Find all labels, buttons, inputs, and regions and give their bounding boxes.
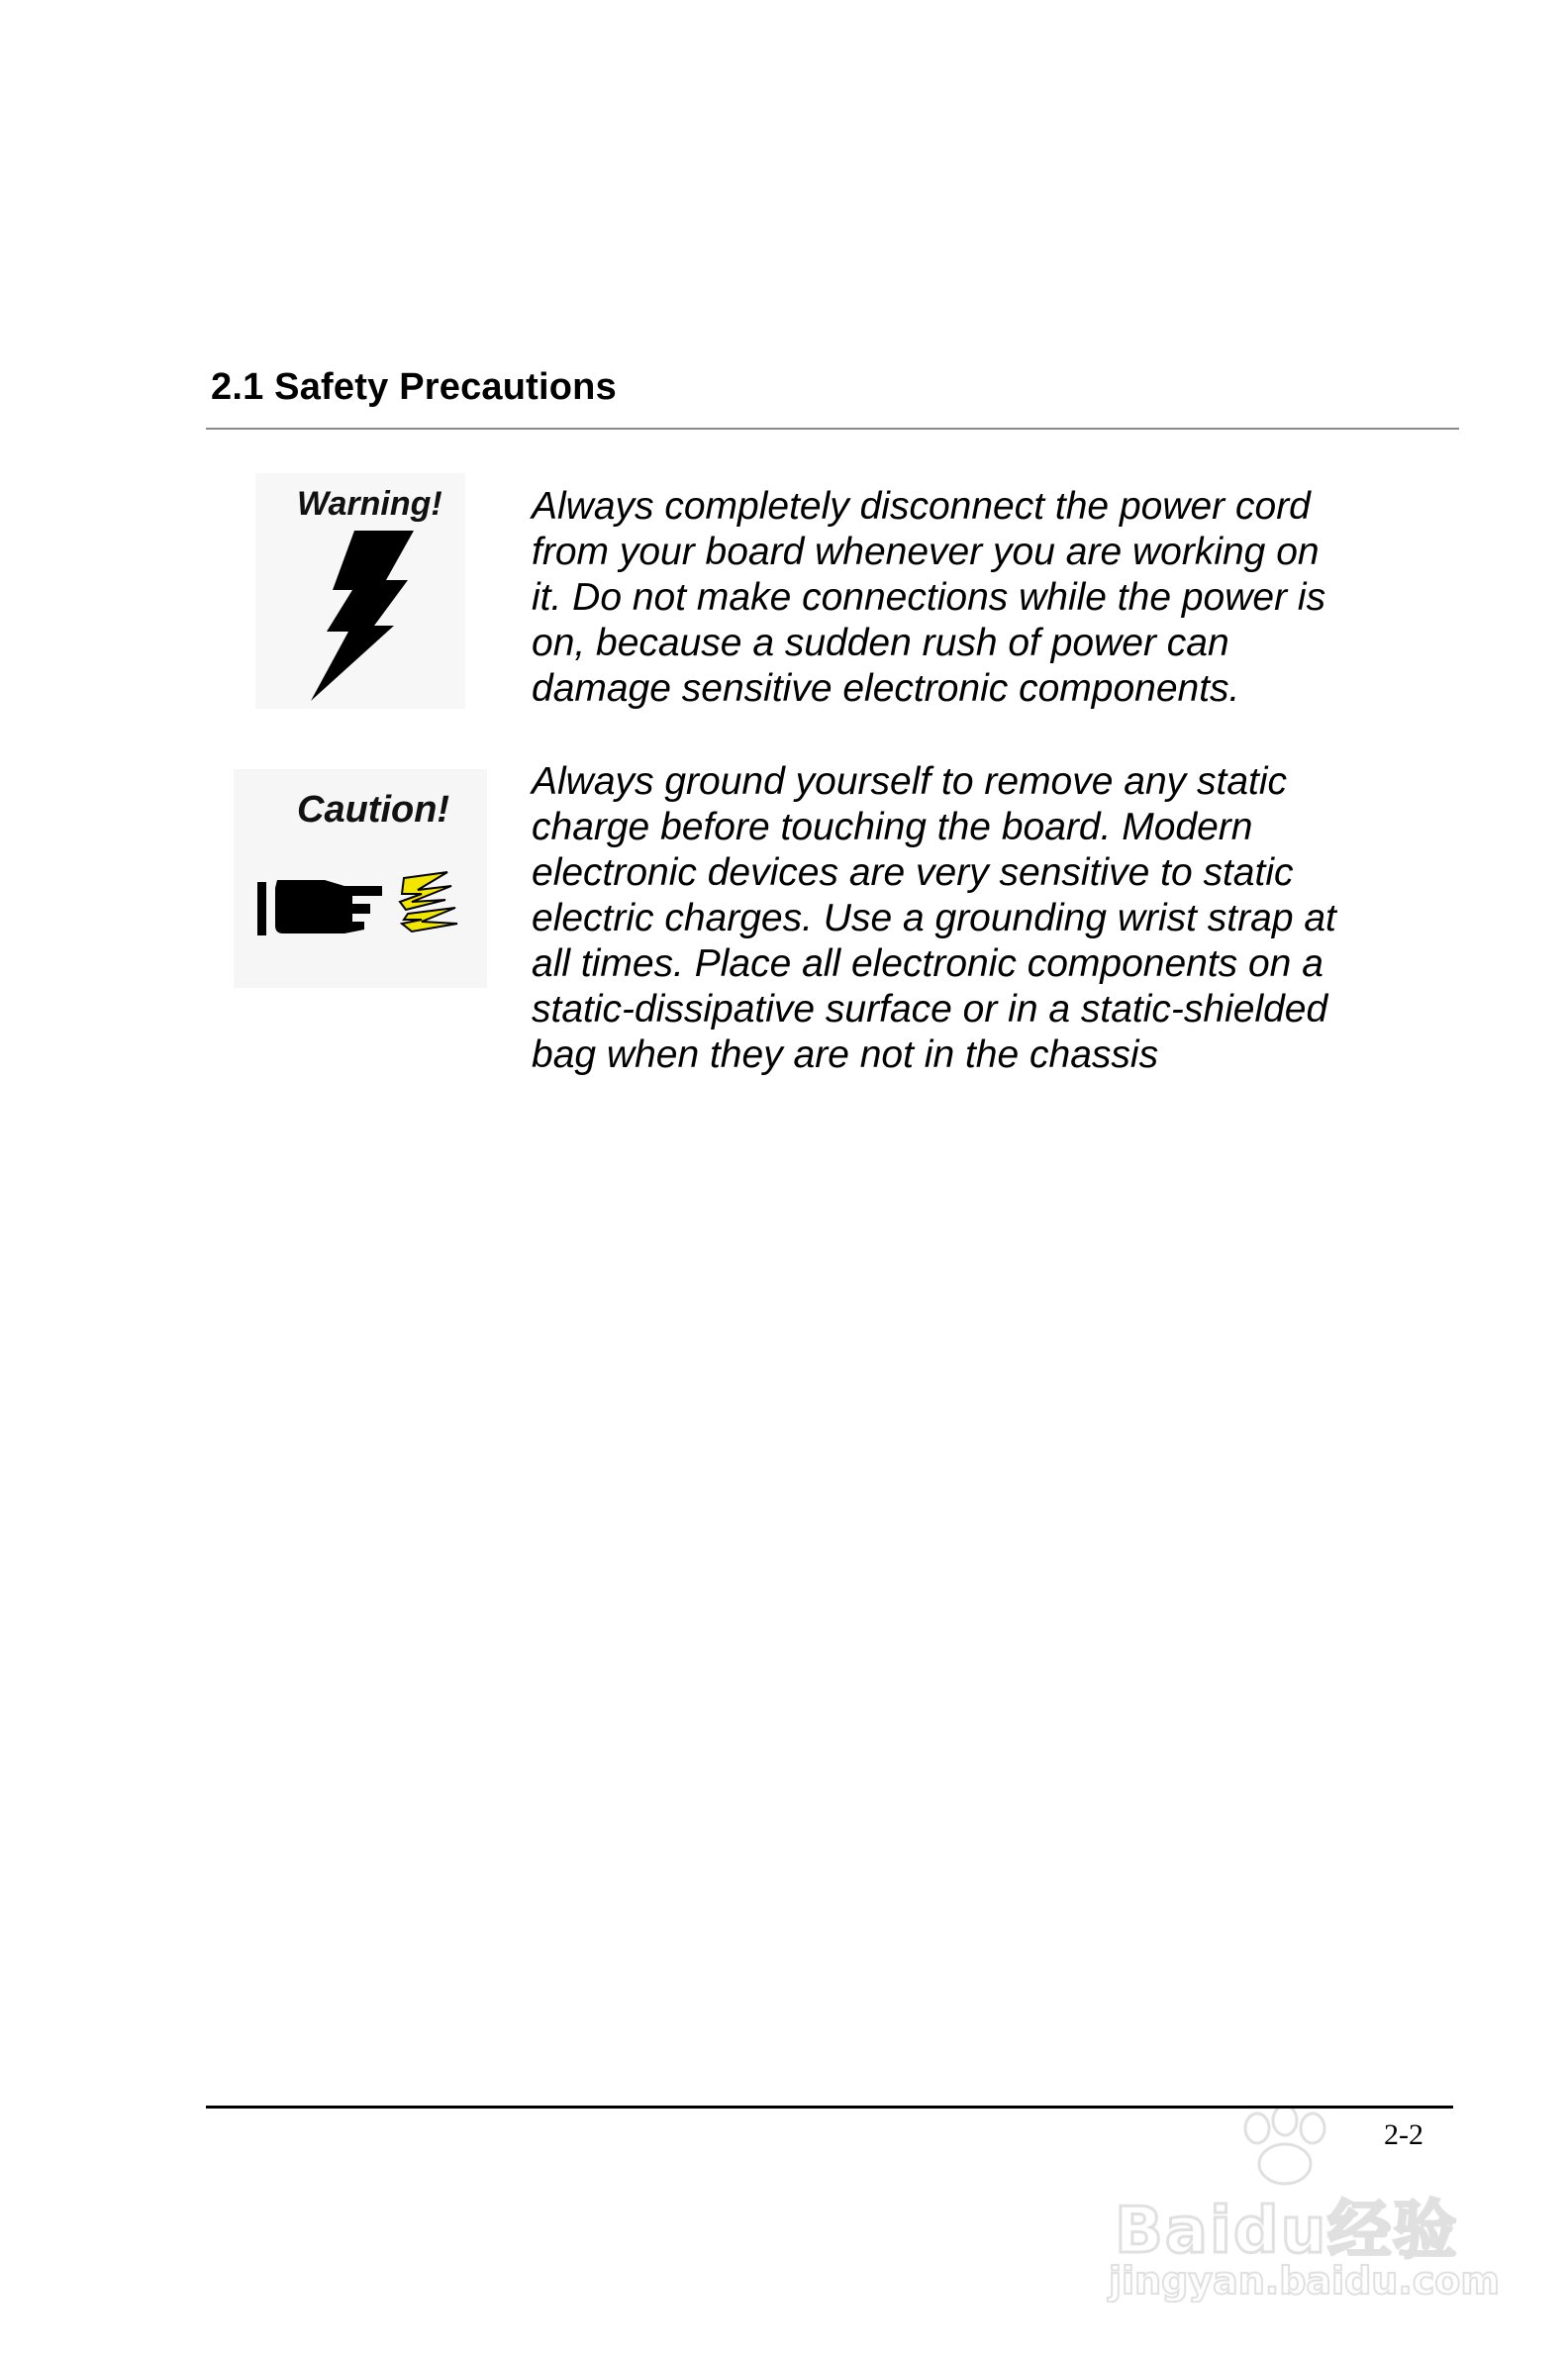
header-divider	[206, 428, 1459, 430]
watermark-url: jingyan.baidu.com	[1109, 2259, 1500, 2303]
watermark-brand: Baidu经验	[1115, 2195, 1459, 2268]
section-title: 2.1 Safety Precautions	[211, 366, 617, 408]
page-number: 2-2	[1384, 2118, 1423, 2151]
warning-text: Always completely disconnect the power cord from your board whenever you are working on it. Do not make connections while the power is on, because a sudden rush of power can damage sensitive electronic components.	[532, 485, 1326, 710]
caution-label: Caution!	[297, 789, 450, 831]
warning-label: Warning!	[297, 485, 442, 523]
caution-icon-box	[234, 769, 487, 988]
warning-icon-box	[255, 473, 465, 709]
paw-logo-icon	[1227, 2109, 1346, 2188]
hand-static-discharge-icon	[253, 868, 481, 947]
lightning-bolt-icon	[305, 529, 434, 703]
baidu-watermark	[1099, 2109, 1500, 2307]
caution-text: Always ground yourself to remove any static charge before touching the board. Modern electronic devices are very sensitive to static electric charges. Use a grounding wrist strap at all times. Place all electronic components on a static-dissipative surface or in a static-shielded bag when they are not in the chassis	[532, 760, 1336, 1076]
